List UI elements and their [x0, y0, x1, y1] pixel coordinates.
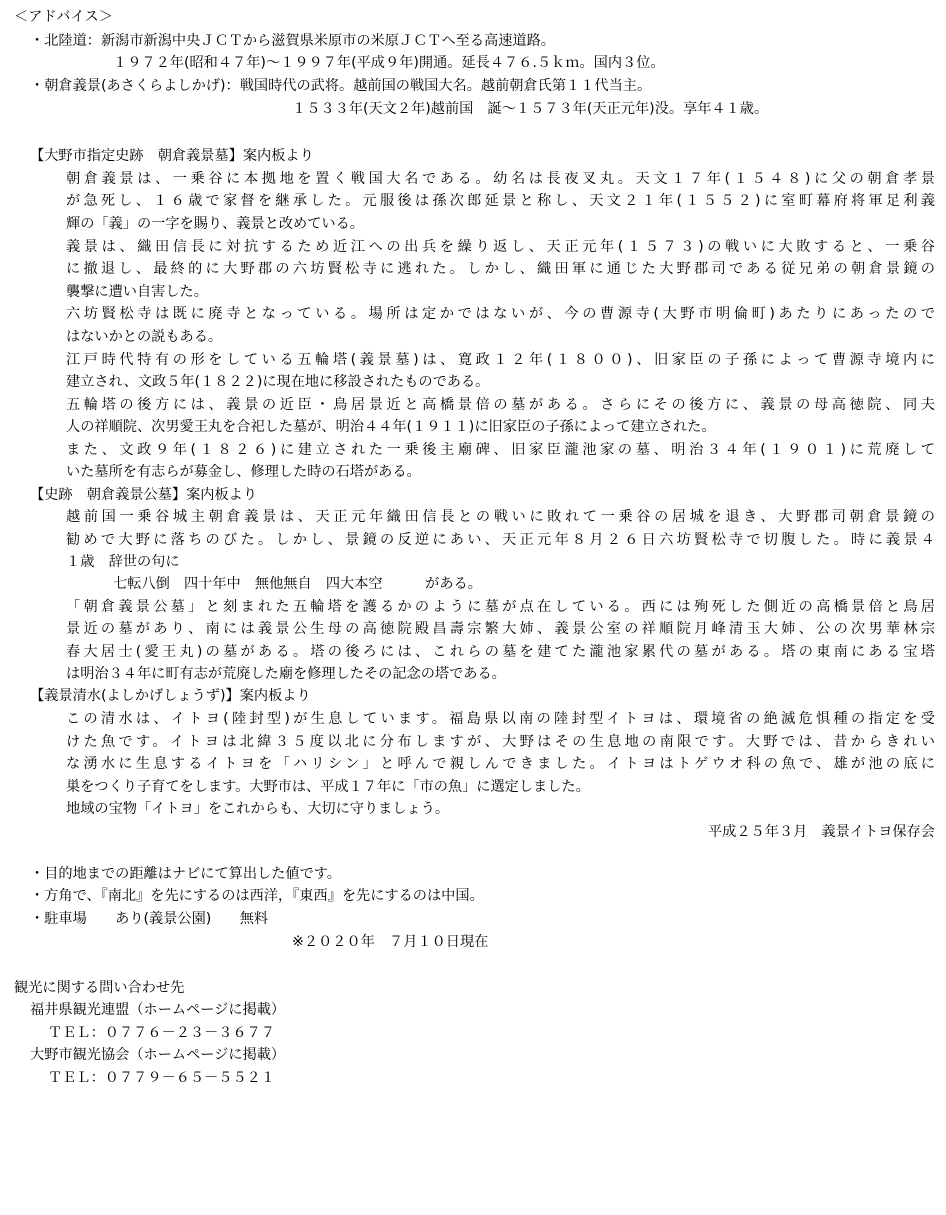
contact-org-fukui: 福井県観光連盟（ホームページに掲載）	[30, 1002, 286, 1018]
note-distance: ・目的地までの距離はナビにて算出した値です。	[30, 866, 341, 882]
section-heading-spring: 【義景清水(よしかげしょうず)】案内板より	[30, 688, 311, 704]
contact-org-ono: 大野市観光協会（ホームページに掲載）	[30, 1047, 286, 1063]
paragraph-line: 地域の宝物「イトヨ」をこれからも、大切に守りましょう。	[66, 801, 450, 817]
paragraph-line: 襲撃に遭い自害した。	[66, 284, 208, 300]
paragraph-line: 建立され、文政５年(１８２２)に現在地に移設されたものである。	[66, 374, 490, 390]
hokuriku-line-2: １９７２年(昭和４７年)～１９９７年(平成９年)開通。延長４７６.５ｋｍ。国内３位。	[113, 55, 665, 71]
contact-tel-ono: ＴＥＬ：０７７９－６５－５５２１	[48, 1070, 276, 1086]
paragraph-line: この清水は、イトヨ(陸封型)が生息しています。福島県以南の陸封型イトヨは、環境省の絶滅危惧種の指定を受	[66, 711, 935, 727]
note-as-of: ※２０２０年 ７月１０日現在	[292, 934, 489, 950]
paragraph-line: が急死し、１６歳で家督を継承した。元服後は孫次郎延景と称し、天文２１年(１５５２)に室町幕府将軍足利義	[66, 193, 935, 209]
paragraph-line: 巣をつくり子育てをします。大野市は、平成１７年に「市の魚」に選定しました。	[66, 779, 590, 795]
death-poem: 七転八倒 四十年中 無他無自 四大本空 がある。	[113, 576, 482, 592]
section-heading-park: 【史跡 朝倉義景公墓】案内板より	[30, 487, 258, 503]
section-heading-tomb: 【大野市指定史跡 朝倉義景墓】案内板より	[30, 148, 314, 164]
note-direction: ・方角で、『南北』を先にするのは西洋，『東西』を先にするのは中国。	[30, 888, 484, 904]
paragraph-line: また、文政９年(１８２６)に建立された一乗後主廟碑、旧家臣瀧池家の墓、明治３４年(１９０１)に荒廃して	[66, 442, 935, 458]
paragraph-line: 人の祥順院、次男愛王丸を合祀した墓が、明治４４年(１９１１)に旧家臣の子孫によって建立された。	[66, 419, 716, 435]
paragraph-line: 景近の墓があり、南には義景公生母の高徳院殿昌壽宗繁大姉、義景公室の祥順院月峰清玉大姉、公の次男華林宗	[66, 621, 935, 637]
paragraph-line: 輝の「義」の一字を賜り、義景と改めている。	[66, 216, 364, 232]
paragraph-line: はないかとの説もある。	[66, 329, 223, 345]
paragraph-line: 五輪塔の後方には、義景の近臣・鳥居景近と高橋景倍の墓がある。さらにその後方に、義景の母高徳院、同夫	[66, 397, 935, 413]
advice-header: ＜アドバイス＞	[14, 9, 113, 25]
asakura-line-1: ・朝倉義景(あさくらよしかげ)：戦国時代の武将。越前国の戦国大名。越前朝倉氏第１１代当主。	[30, 78, 652, 94]
paragraph-line: 義景は、織田信長に対抗するため近江への出兵を繰り返し、天正元年(１５７３)の戦いに大敗すると、一乗谷	[66, 239, 935, 255]
paragraph-line: な湧水に生息するイトヨを「ハリシン」と呼んで親しんできました。イトヨはトゲウオ科の魚で、雄が池の底に	[66, 756, 935, 772]
hokuriku-line-1: ・北陸道：新潟市新潟中央ＪＣＴから滋賀県米原市の米原ＪＣＴへ至る高速道路。	[30, 33, 555, 49]
paragraph-line: 春大居士(愛王丸)の墓がある。塔の後ろには、これらの墓を建てた瀧池家累代の墓がある。塔の東南にある宝塔	[66, 644, 935, 660]
note-parking: ・駐車場 あり(義景公園) 無料	[30, 911, 269, 927]
signature: 平成２５年３月 義景イトヨ保存会	[707, 824, 935, 840]
paragraph-line: いた墓所を有志らが募金し、修理した時の石塔がある。	[66, 464, 421, 480]
paragraph-line: １歳 辞世の句に	[66, 554, 180, 570]
paragraph-line: けた魚です。イトヨは北緯３５度以北に分布しますが、大野はその生息地の南限です。大野では、昔からきれい	[66, 734, 935, 750]
asakura-line-2: １５３３年(天文２年)越前国 誕～１５７３年(天正元年)没。享年４１歳。	[292, 101, 769, 117]
paragraph-line: に撤退し、最終的に大野郡の六坊賢松寺に逃れた。しかし、織田軍に通じた大野郡司である従兄弟の朝倉景鏡の	[66, 261, 935, 277]
paragraph-line: 六坊賢松寺は既に廃寺となっている。場所は定かではないが、今の曹源寺(大野市明倫町)あたりにあったので	[66, 306, 935, 322]
contact-tel-fukui: ＴＥＬ：０７７６－２３－３６７７	[48, 1025, 276, 1041]
contact-header: 観光に関する問い合わせ先	[14, 980, 185, 996]
paragraph-line: 江戸時代特有の形をしている五輪塔(義景墓)は、寛政１２年(１８００)、旧家臣の子孫によって曹源寺境内に	[66, 352, 935, 368]
paragraph-line: 勧めで大野に落ちのびた。しかし、景鏡の反逆にあい、天正元年８月２６日六坊賢松寺で切腹した。時に義景４	[66, 532, 935, 548]
paragraph-line: 「朝倉義景公墓」と刻まれた五輪塔を護るかのように墓が点在している。西には殉死した側近の高橋景倍と鳥居	[66, 599, 935, 615]
paragraph-line: 越前国一乗谷城主朝倉義景は、天正元年織田信長との戦いに敗れて一乗谷の居城を退き、大野郡司朝倉景鏡の	[66, 509, 935, 525]
paragraph-line: は明治３４年に町有志が荒廃した廟を修理したその記念の塔である。	[66, 666, 506, 682]
paragraph-line: 朝倉義景は、一乗谷に本拠地を置く戦国大名である。幼名は長夜叉丸。天文１７年(１５４８)に父の朝倉孝景	[66, 171, 935, 187]
